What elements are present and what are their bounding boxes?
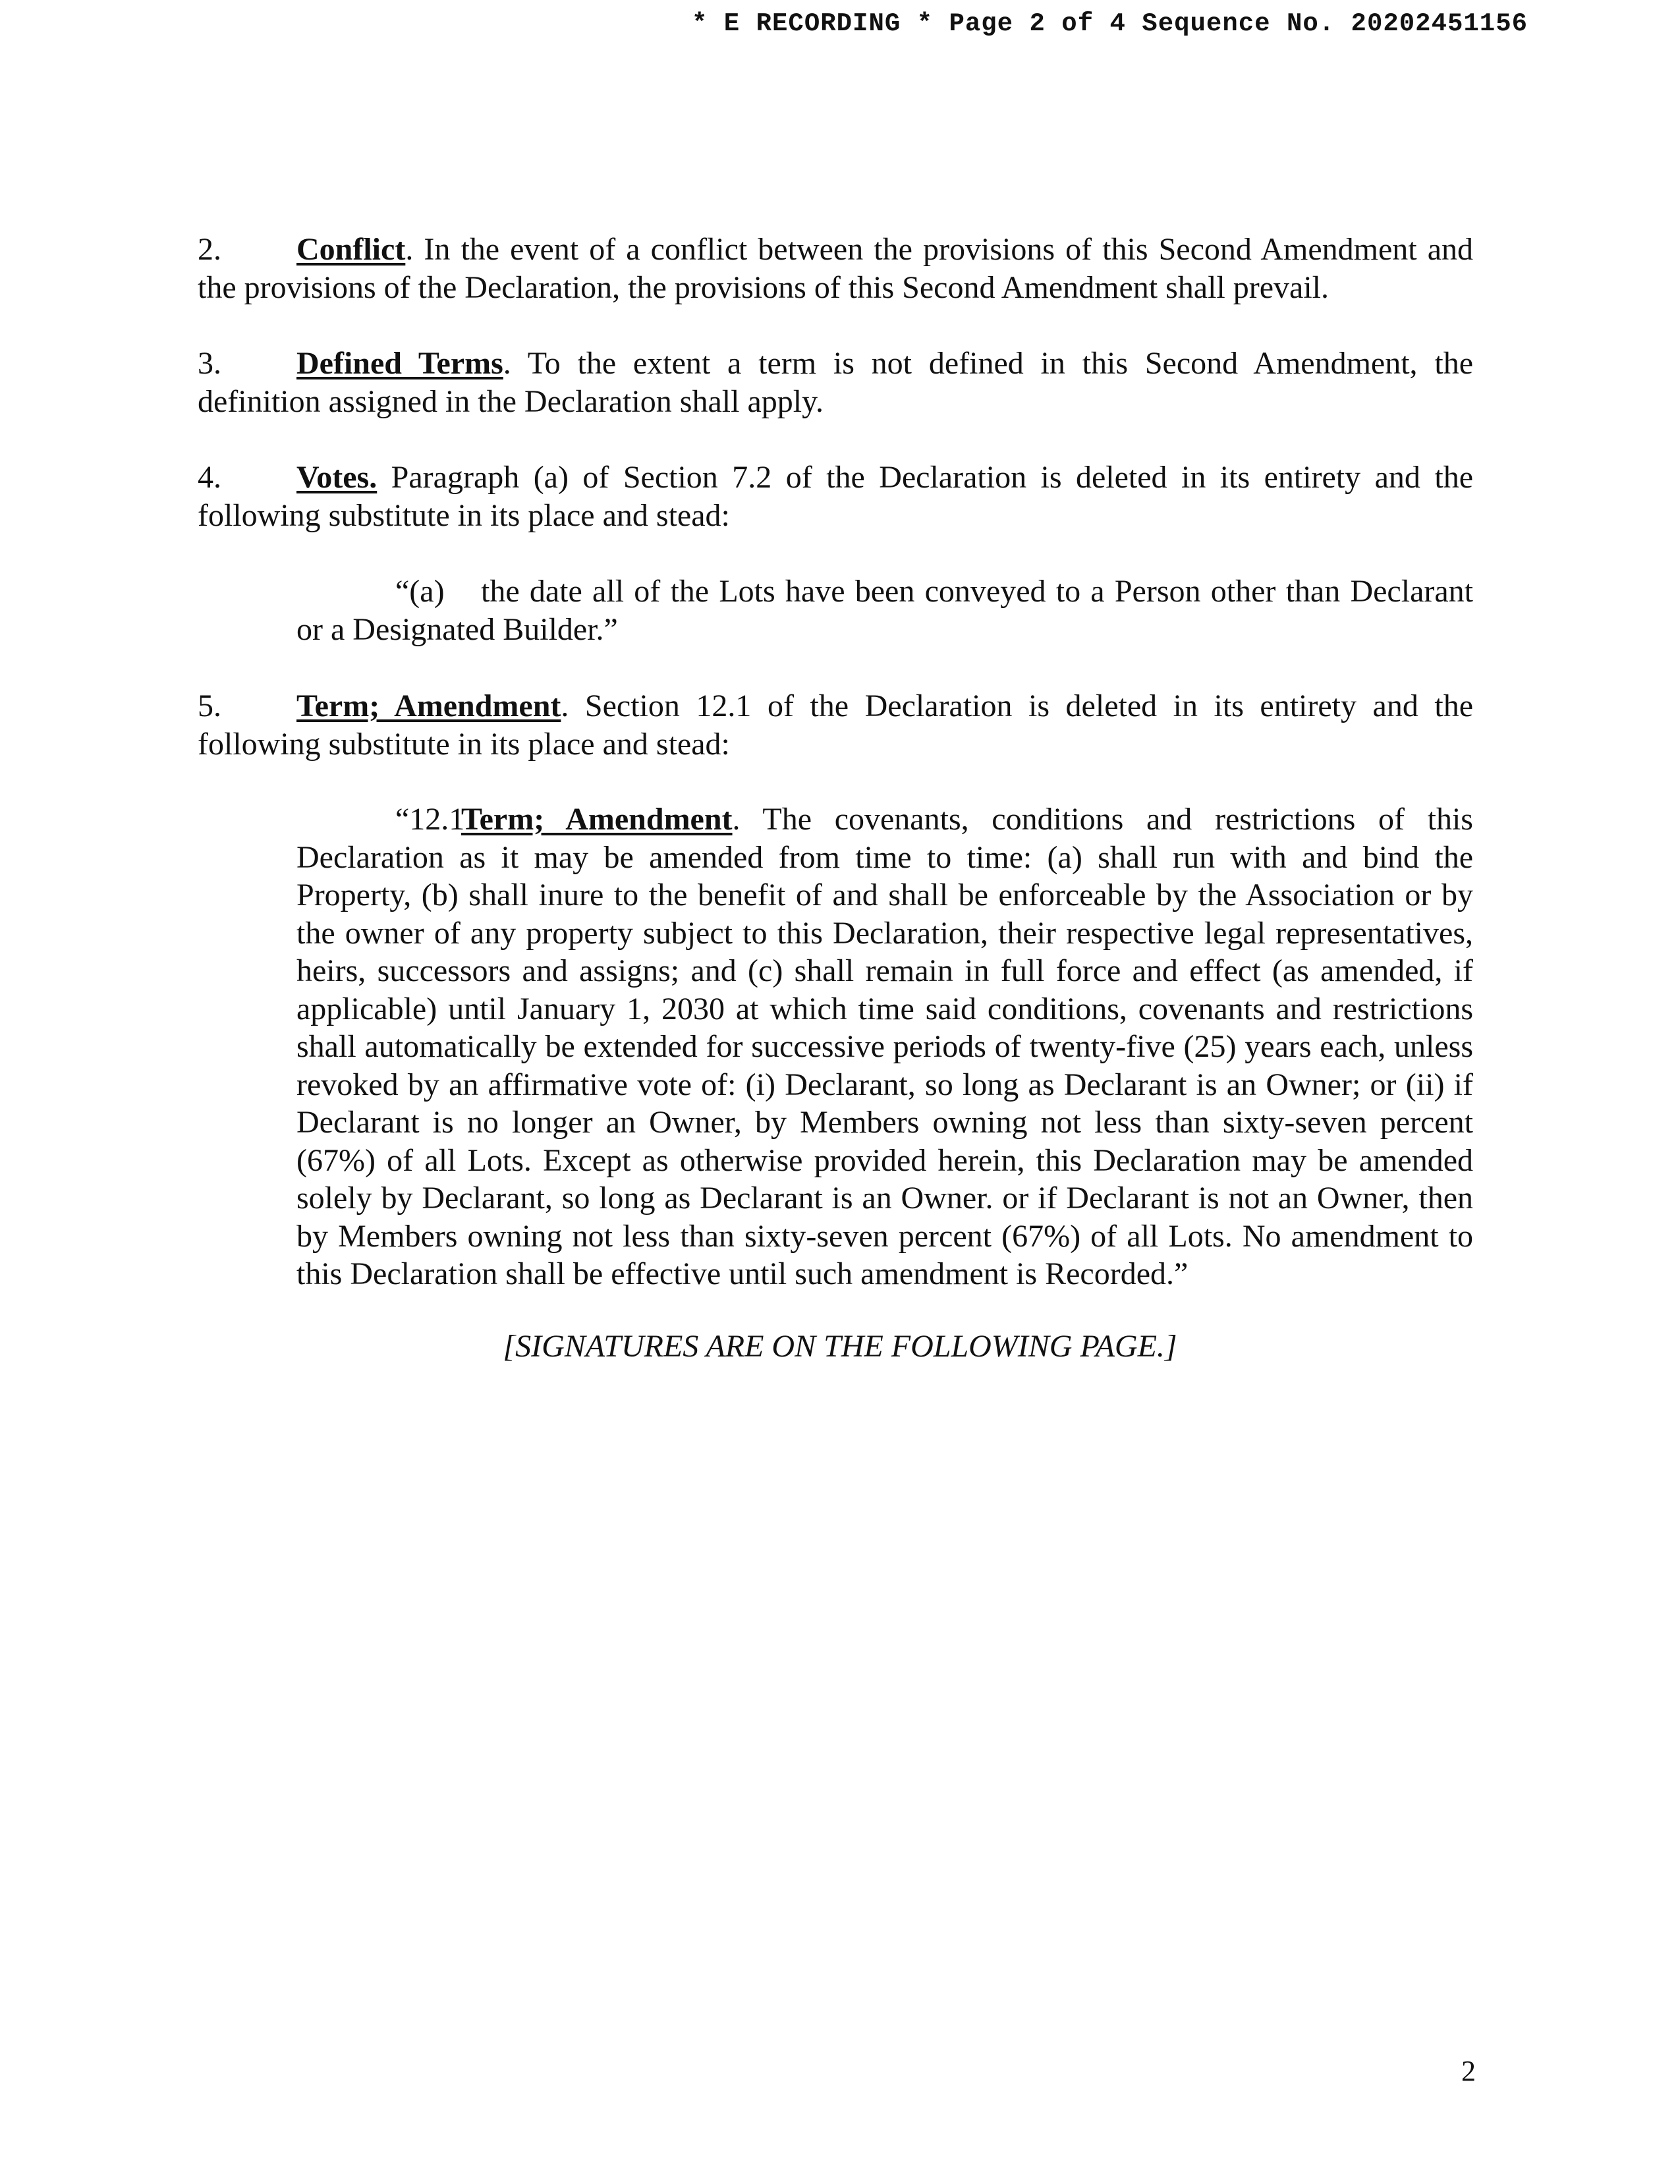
section-text: Section 12.1 of the Declaration is deleted in its entirety and the following substitute in its place and stead:	[198, 688, 1474, 762]
section-5-term-amendment	[198, 687, 1473, 764]
section-number: 2.	[198, 232, 221, 267]
section-2-conflict	[198, 231, 1473, 307]
section-text: To the extent a term is not defined in this Second Amendment, the definition assigned in the Declaration shall apply.	[198, 346, 1473, 419]
section-heading: Conflict	[296, 232, 406, 267]
section-number: 3.	[198, 346, 221, 381]
recording-header: * E RECORDING * Page 2 of 4 Sequence No. 20202451156	[692, 9, 1528, 38]
section-4-votes	[198, 459, 1473, 535]
heading-punctuation: .	[503, 346, 511, 381]
section-number: 4.	[198, 460, 221, 495]
quote-number: “12.1	[395, 802, 465, 837]
section-heading: Votes.	[296, 460, 378, 495]
section-heading: Defined Terms	[296, 346, 503, 381]
heading-punctuation: .	[732, 802, 741, 837]
quote-heading: Term; Amendment	[461, 802, 733, 837]
quote-text: The covenants, conditions and restrictions of this Declaration as it may be amended from time to time: (a) shall run with and bind the Property, (b) shall inure to the benefit of and shall be enforceable by the Association or by the owner of any property subject to this Declaration, their respective legal representatives, heirs, successors and assigns; and (c) shall remain in full force and effect (as amended, if applicable) until January 1, 2030 at which time said conditions, covenants and restrictions shall automatically be extended for successive periods of twenty-five (25) years each, unless revoked by an affirmative vote of: (i) Declarant, so long as Declarant is an Owner; or (ii) if Declarant is no longer an Owner, by Members owning not less than sixty-seven percent (67%) of all Lots. Except as otherwise provided herein, this Declaration may be amended solely by Declarant, so long as Declarant is an Owner. or if Declarant is not an Owner, then by Members owning not less than sixty-seven percent (67%) of all Lots. No amendment to this Declaration shall be effective until such amendment is Recorded.”	[296, 802, 1473, 1291]
heading-punctuation: .	[561, 688, 569, 723]
substitute-section-12-1	[296, 800, 1473, 1293]
heading-punctuation: .	[405, 232, 414, 267]
section-number: 5.	[198, 688, 221, 723]
section-text: In the event of a conflict between the provisions of this Second Amendment and the provisions of the Declaration, the provisions of this Second Amendment shall prevail.	[198, 232, 1473, 305]
substitute-paragraph-a	[296, 573, 1473, 649]
quote-text: the date all of the Lots have been conveyed to a Person other than Declarant or a Designated Builder.”	[296, 574, 1473, 647]
signature-note: [SIGNATURES ARE ON THE FOLLOWING PAGE.]	[503, 1329, 1177, 1364]
quote-number: “(a)	[395, 574, 445, 609]
section-heading: Term; Amendment	[296, 688, 561, 723]
section-text: Paragraph (a) of Section 7.2 of the Declaration is deleted in its entirety and the following substitute in its place and stead:	[198, 460, 1473, 533]
section-3-defined-terms	[198, 345, 1473, 421]
page-number: 2	[1461, 2055, 1476, 2087]
